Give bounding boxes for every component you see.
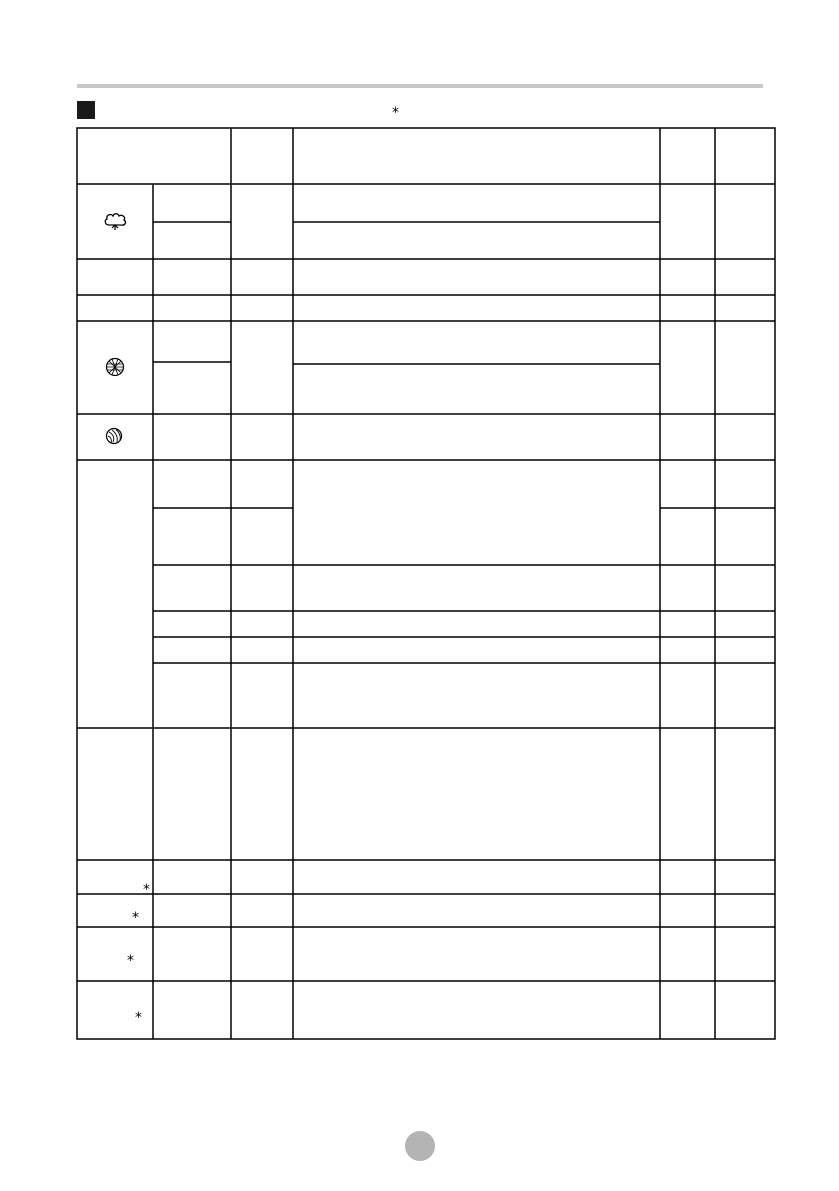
- table-border: [77, 128, 775, 1039]
- synthetic-icon: [105, 357, 125, 377]
- row-asterisk: *: [132, 910, 139, 926]
- wool-icon: [105, 427, 123, 445]
- row-asterisk: *: [135, 1010, 142, 1026]
- page-number-dot: [405, 1131, 435, 1161]
- row-asterisk: *: [143, 882, 150, 898]
- row-asterisk: *: [127, 953, 134, 969]
- cotton-icon: [103, 211, 127, 233]
- header-asterisk: *: [392, 105, 399, 121]
